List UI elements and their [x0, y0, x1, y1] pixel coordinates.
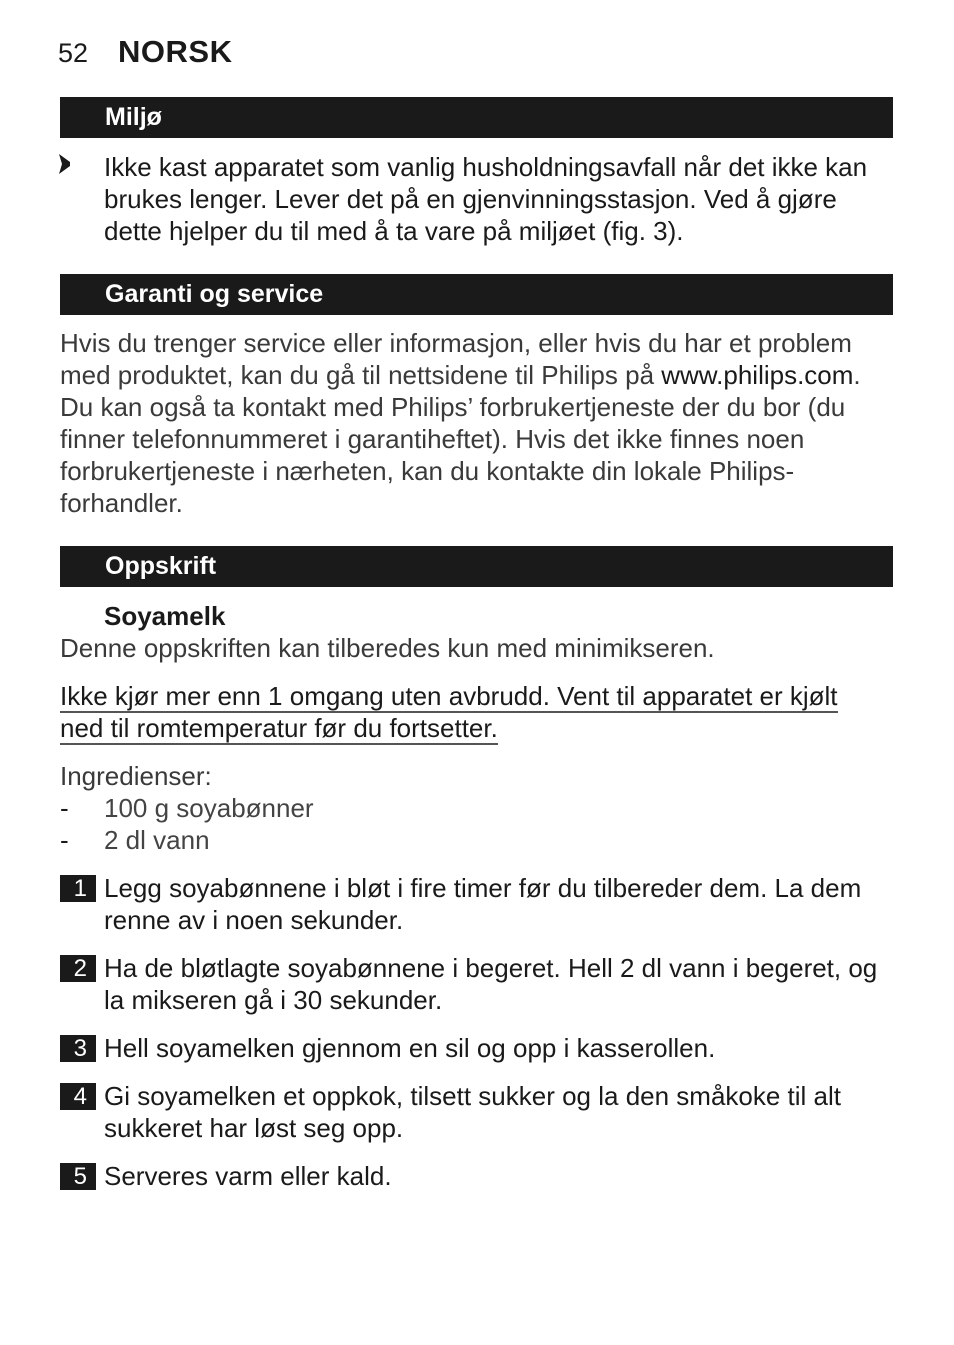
section-title: Oppskrift — [105, 552, 217, 580]
step-number: 1 — [73, 875, 87, 902]
step-text: Hell soyamelken gjennom en sil og opp i kasserollen. — [104, 1033, 716, 1063]
step-text: Legg soyabønnene i bløt i fire timer før du tilbereder dem. La dem renne av i noen sekunder. — [104, 873, 862, 935]
ingredient-item: 2 dl vann — [104, 825, 210, 855]
section-title: Garanti og service — [105, 280, 324, 308]
step-number: 3 — [73, 1035, 87, 1062]
step-number-badge — [60, 955, 96, 982]
list-dash: - — [60, 793, 69, 823]
triangle-bullet-icon — [58, 153, 72, 175]
step-number: 2 — [73, 955, 87, 982]
garanti-text-before: Hvis du trenger service eller informasjon, eller hvis du har et problem med produktet, kan du gå til nettsidene til Philips på — [60, 328, 852, 390]
section-title: Miljø — [105, 103, 162, 131]
step-number: 5 — [73, 1163, 87, 1190]
recipe-intro: Denne oppskriften kan tilberedes kun med minimikseren. — [60, 633, 715, 663]
ingredients-label: Ingredienser: — [60, 761, 212, 791]
step-number-badge — [60, 1163, 96, 1190]
step-number-badge — [60, 875, 96, 902]
miljo-bullet-text: Ikke kast apparatet som vanlig husholdningsavfall når det ikke kan brukes lenger. Lever det på en gjenvinningsstasjon. Ved å gjøre dette hjelper du til med å ta vare på miljøet (fig. 3). — [104, 152, 868, 246]
section-header-miljo — [60, 97, 893, 138]
warning-line-2: ned til romtemperatur før du fortsetter. — [60, 713, 498, 743]
step-number-badge — [60, 1083, 96, 1110]
ingredient-item: 100 g soyabønner — [104, 793, 314, 823]
step-text: Ha de bløtlagte soyabønnene i begeret. Hell 2 dl vann i begeret, og la mikseren gå i 30 sekunder. — [104, 953, 878, 1015]
garanti-text-after: . Du kan også ta kontakt med Philips’ forbrukertjeneste der du bor (du finner telefonnummeret i garantiheftet). Hvis det ikke finnes noen forbrukertjeneste i nærheten, kan du kontakte din lokale Philips-forhandler. — [60, 360, 861, 518]
section-header-garanti — [60, 274, 893, 315]
warning-line-1: Ikke kjør mer enn 1 omgang uten avbrudd. Vent til apparatet er kjølt — [60, 681, 838, 711]
section-header-oppskrift — [60, 546, 893, 587]
philips-website-link[interactable]: www.philips.com — [661, 360, 854, 390]
language-heading: NORSK — [118, 34, 233, 69]
garanti-paragraph — [60, 327, 900, 519]
step-text: Serveres varm eller kald. — [104, 1161, 392, 1191]
step-text: Gi soyamelken et oppkok, tilsett sukker og la den småkoke til alt sukkeret har løst seg opp. — [104, 1081, 842, 1143]
list-dash: - — [60, 825, 69, 855]
recipe-title: Soyamelk — [104, 601, 226, 631]
page-number: 52 — [58, 38, 89, 68]
step-number: 4 — [73, 1083, 87, 1110]
step-number-badge — [60, 1035, 96, 1062]
warning-text — [60, 680, 860, 744]
